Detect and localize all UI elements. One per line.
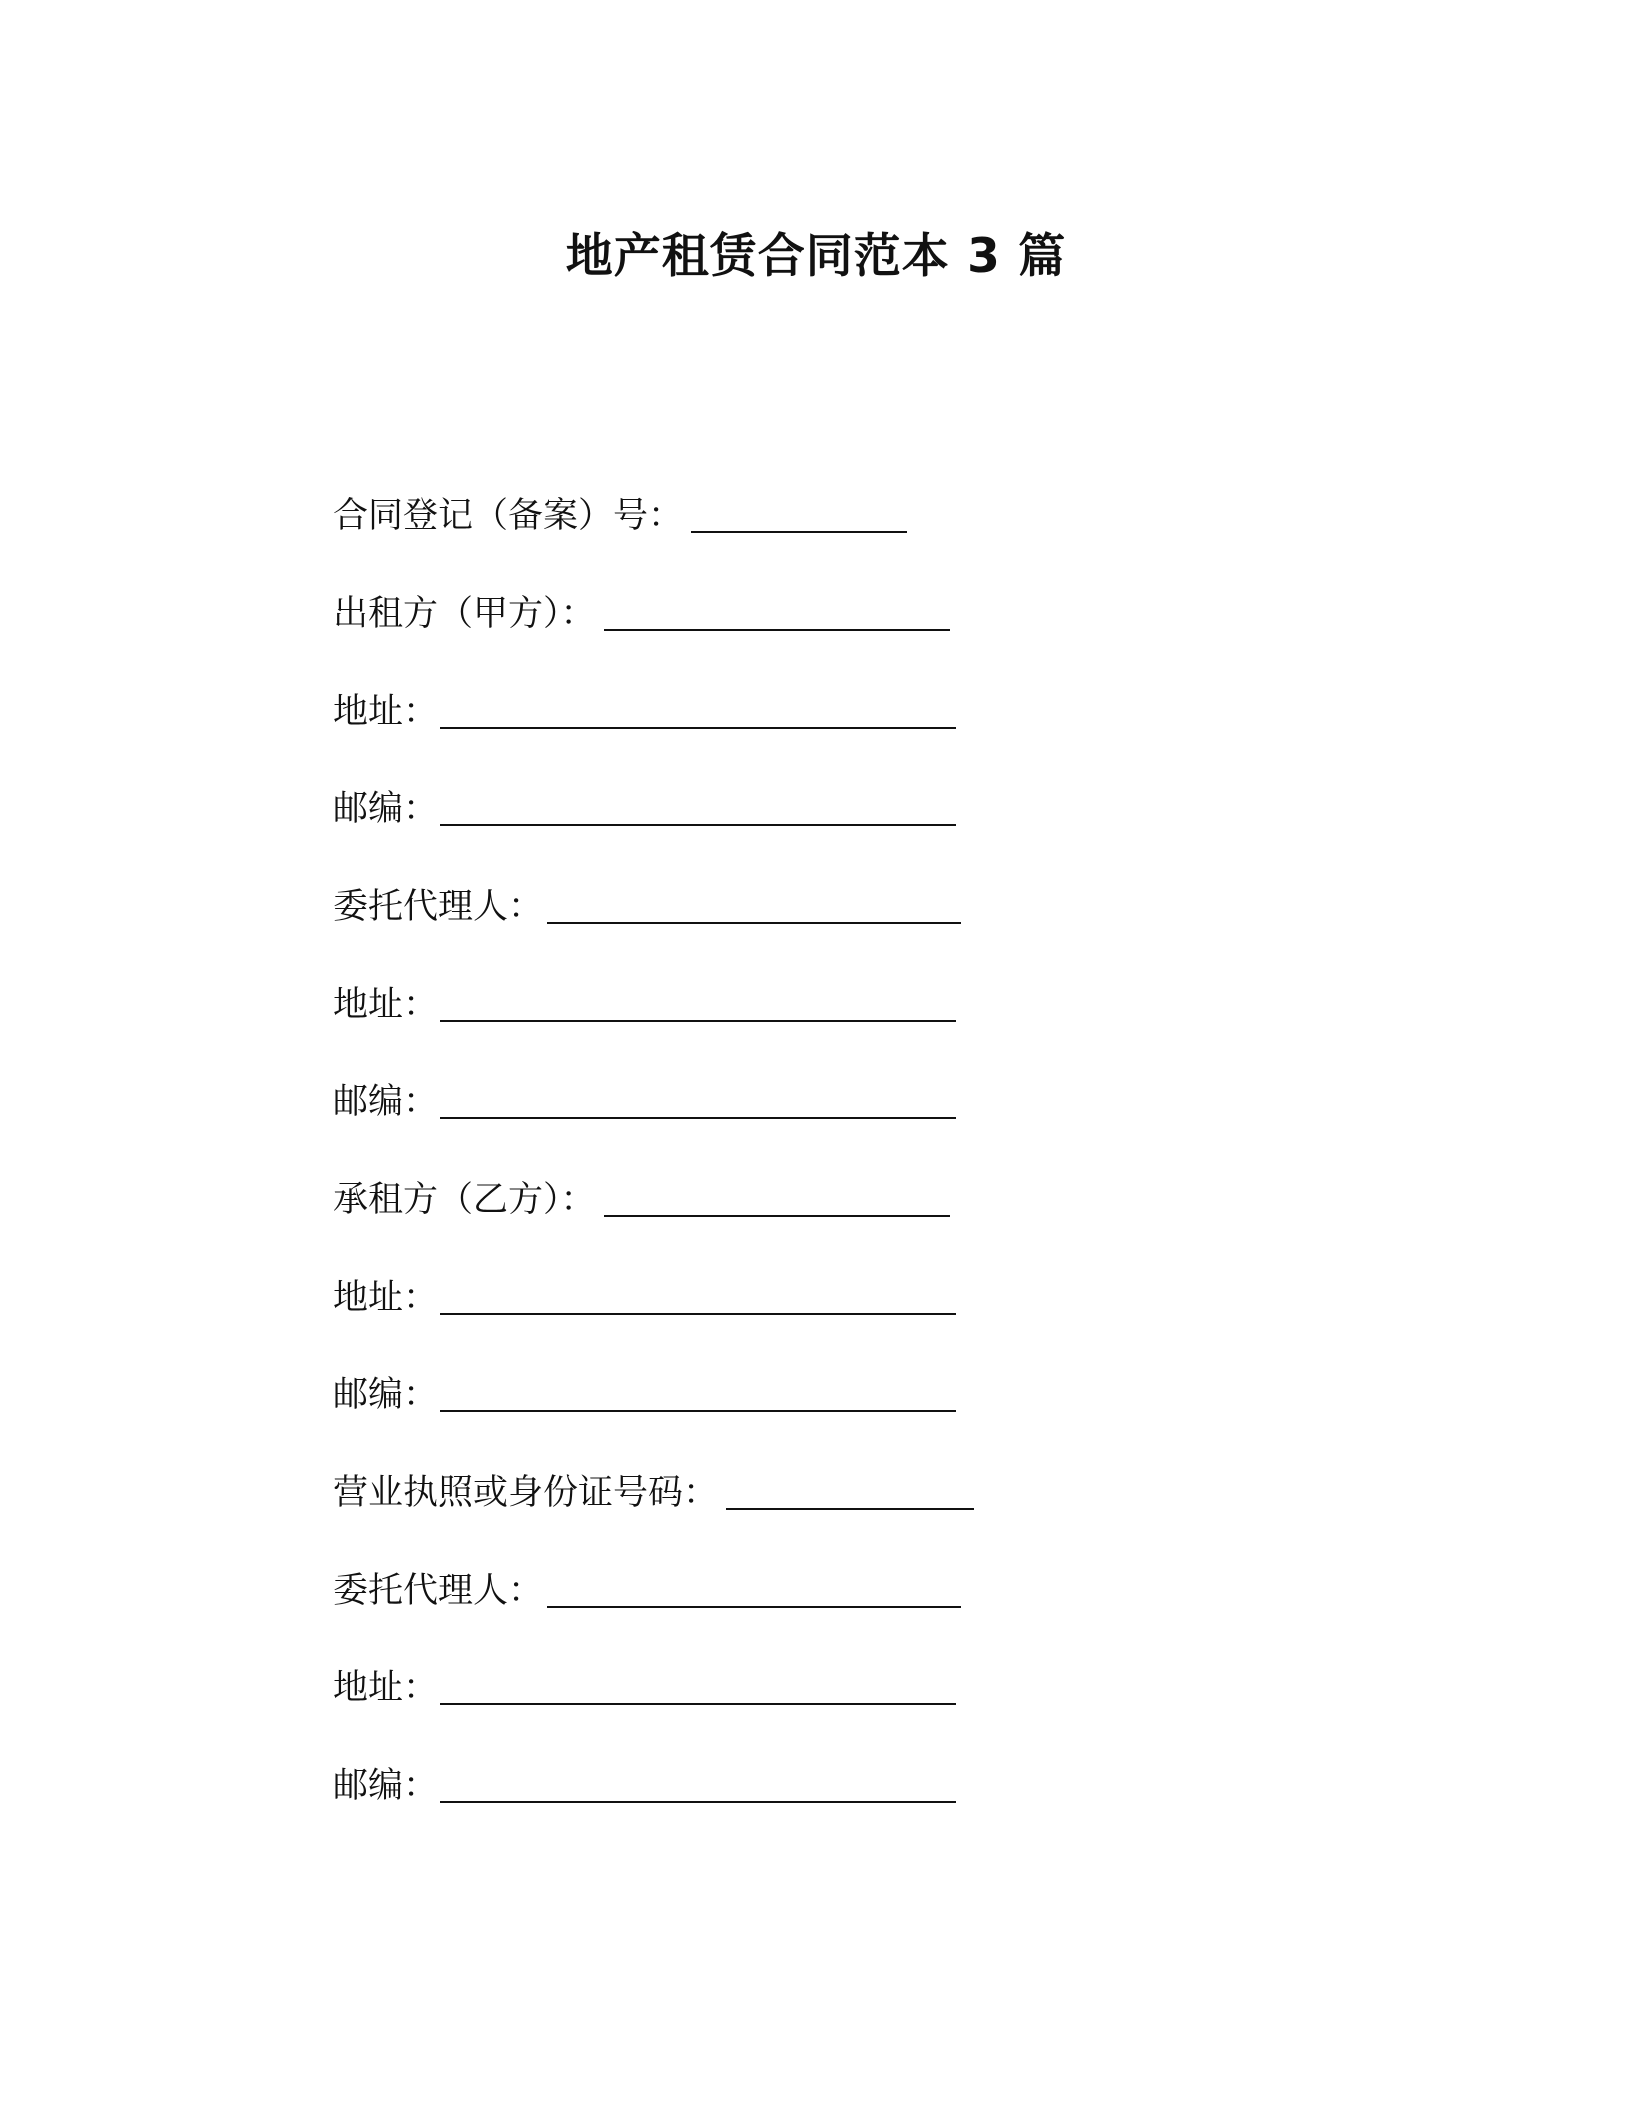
document-title: 地产租赁合同范本 3 篇 — [565, 229, 1067, 284]
field-label: 合同登记（备案）号： — [333, 496, 684, 536]
field-license-or-id-number — [333, 1468, 974, 1518]
blank-line[interactable] — [440, 1313, 956, 1315]
blank-line[interactable] — [440, 1117, 956, 1119]
blank-line[interactable] — [440, 1020, 956, 1022]
field-lessee-postcode — [333, 1370, 956, 1420]
field-lessor-agent — [333, 882, 961, 932]
field-lessor-address — [333, 687, 956, 737]
field-label: 邮编： — [333, 1766, 439, 1806]
field-label: 营业执照或身份证号码： — [333, 1473, 719, 1513]
field-lessor-agent-postcode — [333, 1077, 956, 1127]
blank-line[interactable] — [440, 824, 956, 826]
field-lessee — [333, 1175, 950, 1225]
field-label: 出租方（甲方）： — [333, 594, 596, 634]
field-label: 地址： — [333, 985, 439, 1025]
blank-line[interactable] — [547, 1606, 961, 1608]
field-contract-registration-number — [333, 491, 907, 541]
field-lessee-agent-postcode — [333, 1761, 956, 1811]
field-label: 邮编： — [333, 1082, 439, 1122]
field-label: 承租方（乙方）： — [333, 1180, 596, 1220]
blank-line[interactable] — [726, 1508, 974, 1510]
field-lessee-agent-address — [333, 1663, 956, 1713]
blank-line[interactable] — [440, 1410, 956, 1412]
blank-line[interactable] — [440, 1801, 956, 1803]
field-lessee-address — [333, 1273, 956, 1323]
field-label: 邮编： — [333, 789, 439, 829]
blank-line[interactable] — [604, 1215, 950, 1217]
blank-line[interactable] — [691, 531, 907, 533]
field-lessor-agent-address — [333, 980, 956, 1030]
blank-line[interactable] — [604, 629, 950, 631]
field-label: 邮编： — [333, 1375, 439, 1415]
field-label: 地址： — [333, 692, 439, 732]
field-label: 地址： — [333, 1668, 439, 1708]
blank-line[interactable] — [547, 922, 961, 924]
field-label: 委托代理人： — [333, 1571, 544, 1611]
field-label: 委托代理人： — [333, 887, 544, 927]
field-lessor — [333, 589, 950, 639]
field-lessor-postcode — [333, 784, 956, 834]
field-lessee-agent — [333, 1566, 961, 1616]
blank-line[interactable] — [440, 1703, 956, 1705]
field-label: 地址： — [333, 1278, 439, 1318]
blank-line[interactable] — [440, 727, 956, 729]
